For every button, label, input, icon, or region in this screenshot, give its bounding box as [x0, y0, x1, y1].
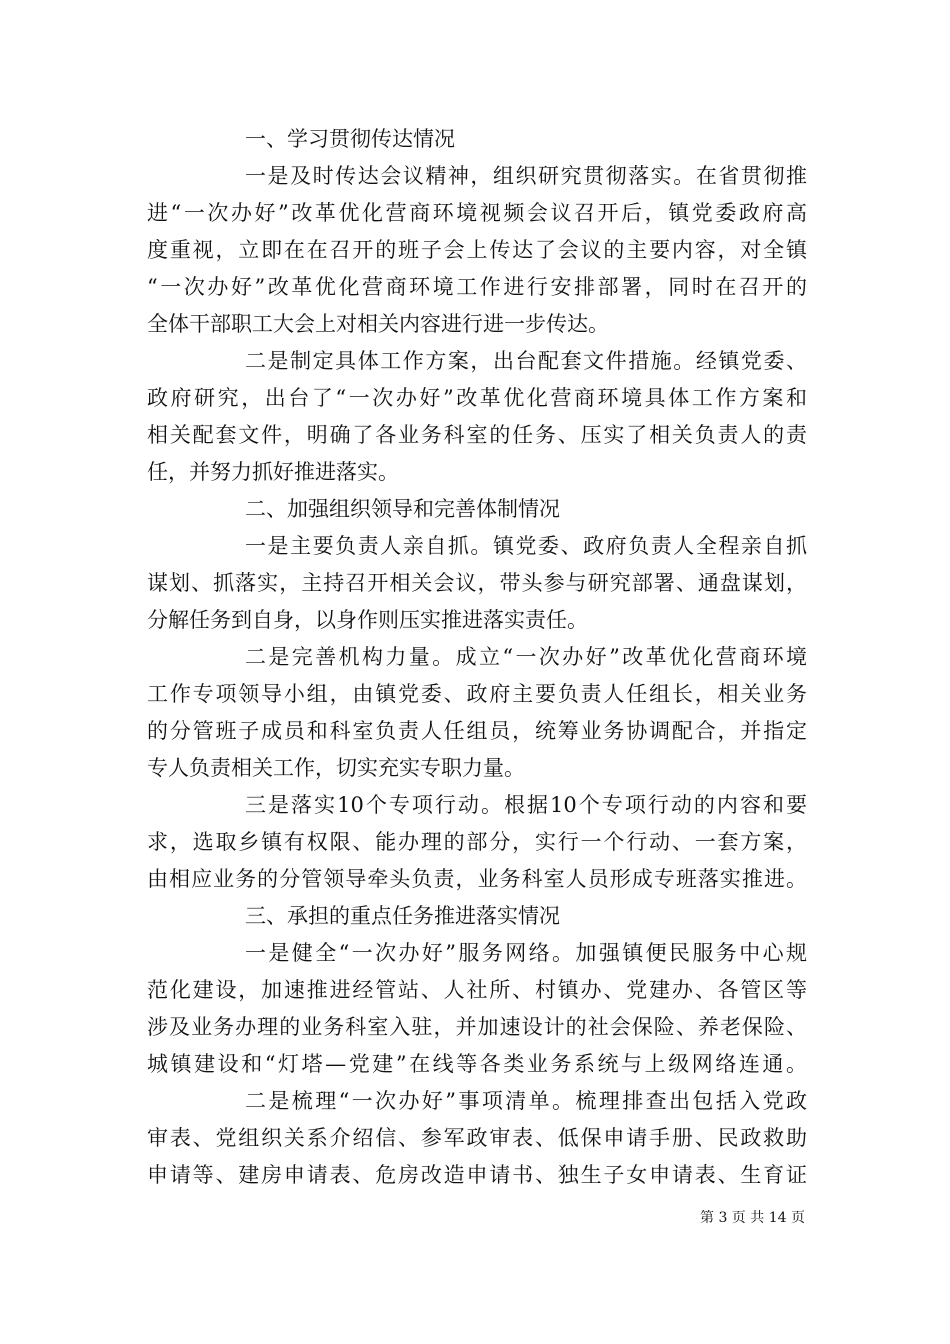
paragraph-line: 一是健全“一次办好”服务网络。加强镇便民服务中心规 [245, 941, 807, 965]
paragraph-line: 一是主要负责人亲自抓。镇党委、政府负责人全程亲自抓 [245, 534, 807, 558]
paragraph-line: 涉及业务办理的业务科室入驻，并加速设计的社会保险、养老保险、 [147, 1015, 807, 1039]
paragraph-line: 申请等、建房申请表、危房改造申请书、独生子女申请表、生育证 [147, 1163, 807, 1187]
paragraph-line: 二是梳理“一次办好”事项清单。梳理排查出包括入党政 [245, 1089, 807, 1113]
paragraph-line: 审表、党组织关系介绍信、参军政审表、低保申请手册、民政救助 [147, 1126, 807, 1150]
paragraph-line: 二是制定具体工作方案，出台配套文件措施。经镇党委、 [245, 349, 807, 373]
paragraph-line: 全体干部职工大会上对相关内容进行进一步传达。 [147, 312, 609, 336]
section-heading-2: 二、加强组织领导和完善体制情况 [245, 497, 560, 521]
paragraph-line: 谋划、抓落实，主持召开相关会议，带头参与研究部署、通盘谋划， [147, 571, 807, 595]
page-number-footer: 第 3 页 共 14 页 [700, 1210, 805, 1226]
paragraph-line: 一是及时传达会议精神，组织研究贯彻落实。在省贯彻推 [245, 164, 807, 188]
section-heading-1: 一、学习贯彻传达情况 [245, 127, 455, 151]
paragraph-line: 城镇建设和“灯塔—党建”在线等各类业务系统与上级网络连通。 [147, 1052, 807, 1076]
paragraph-line: 三是落实10个专项行动。根据10个专项行动的内容和要 [245, 793, 807, 817]
paragraph-line: 度重视，立即在在召开的班子会上传达了会议的主要内容，对全镇 [147, 238, 807, 262]
paragraph-line: “一次办好”改革优化营商环境工作进行安排部署，同时在召开的 [147, 275, 807, 299]
paragraph-line: 分解任务到自身，以身作则压实推进落实责任。 [147, 608, 588, 632]
paragraph-line: 工作专项领导小组，由镇党委、政府主要负责人任组长，相关业务 [147, 682, 807, 706]
section-heading-3: 三、承担的重点任务推进落实情况 [245, 904, 560, 928]
paragraph-line: 进“一次办好”改革优化营商环境视频会议召开后，镇党委政府高 [147, 201, 807, 225]
paragraph-line: 任，并努力抓好推进落实。 [147, 460, 399, 484]
paragraph-line: 相关配套文件，明确了各业务科室的任务、压实了相关负责人的责 [147, 423, 807, 447]
paragraph-line: 的分管班子成员和科室负责人任组员，统筹业务协调配合，并指定 [147, 719, 807, 743]
paragraph-line: 求，选取乡镇有权限、能办理的部分，实行一个行动、一套方案， [147, 830, 807, 854]
paragraph-line: 专人负责相关工作，切实充实专职力量。 [147, 756, 525, 780]
paragraph-line: 政府研究，出台了“一次办好”改革优化营商环境具体工作方案和 [147, 386, 807, 410]
paragraph-line: 范化建设，加速推进经管站、人社所、村镇办、党建办、各管区等 [147, 978, 807, 1002]
paragraph-line: 二是完善机构力量。成立“一次办好”改革优化营商环境 [245, 645, 807, 669]
paragraph-line: 由相应业务的分管领导牵头负责，业务科室人员形成专班落实推进。 [147, 867, 807, 891]
